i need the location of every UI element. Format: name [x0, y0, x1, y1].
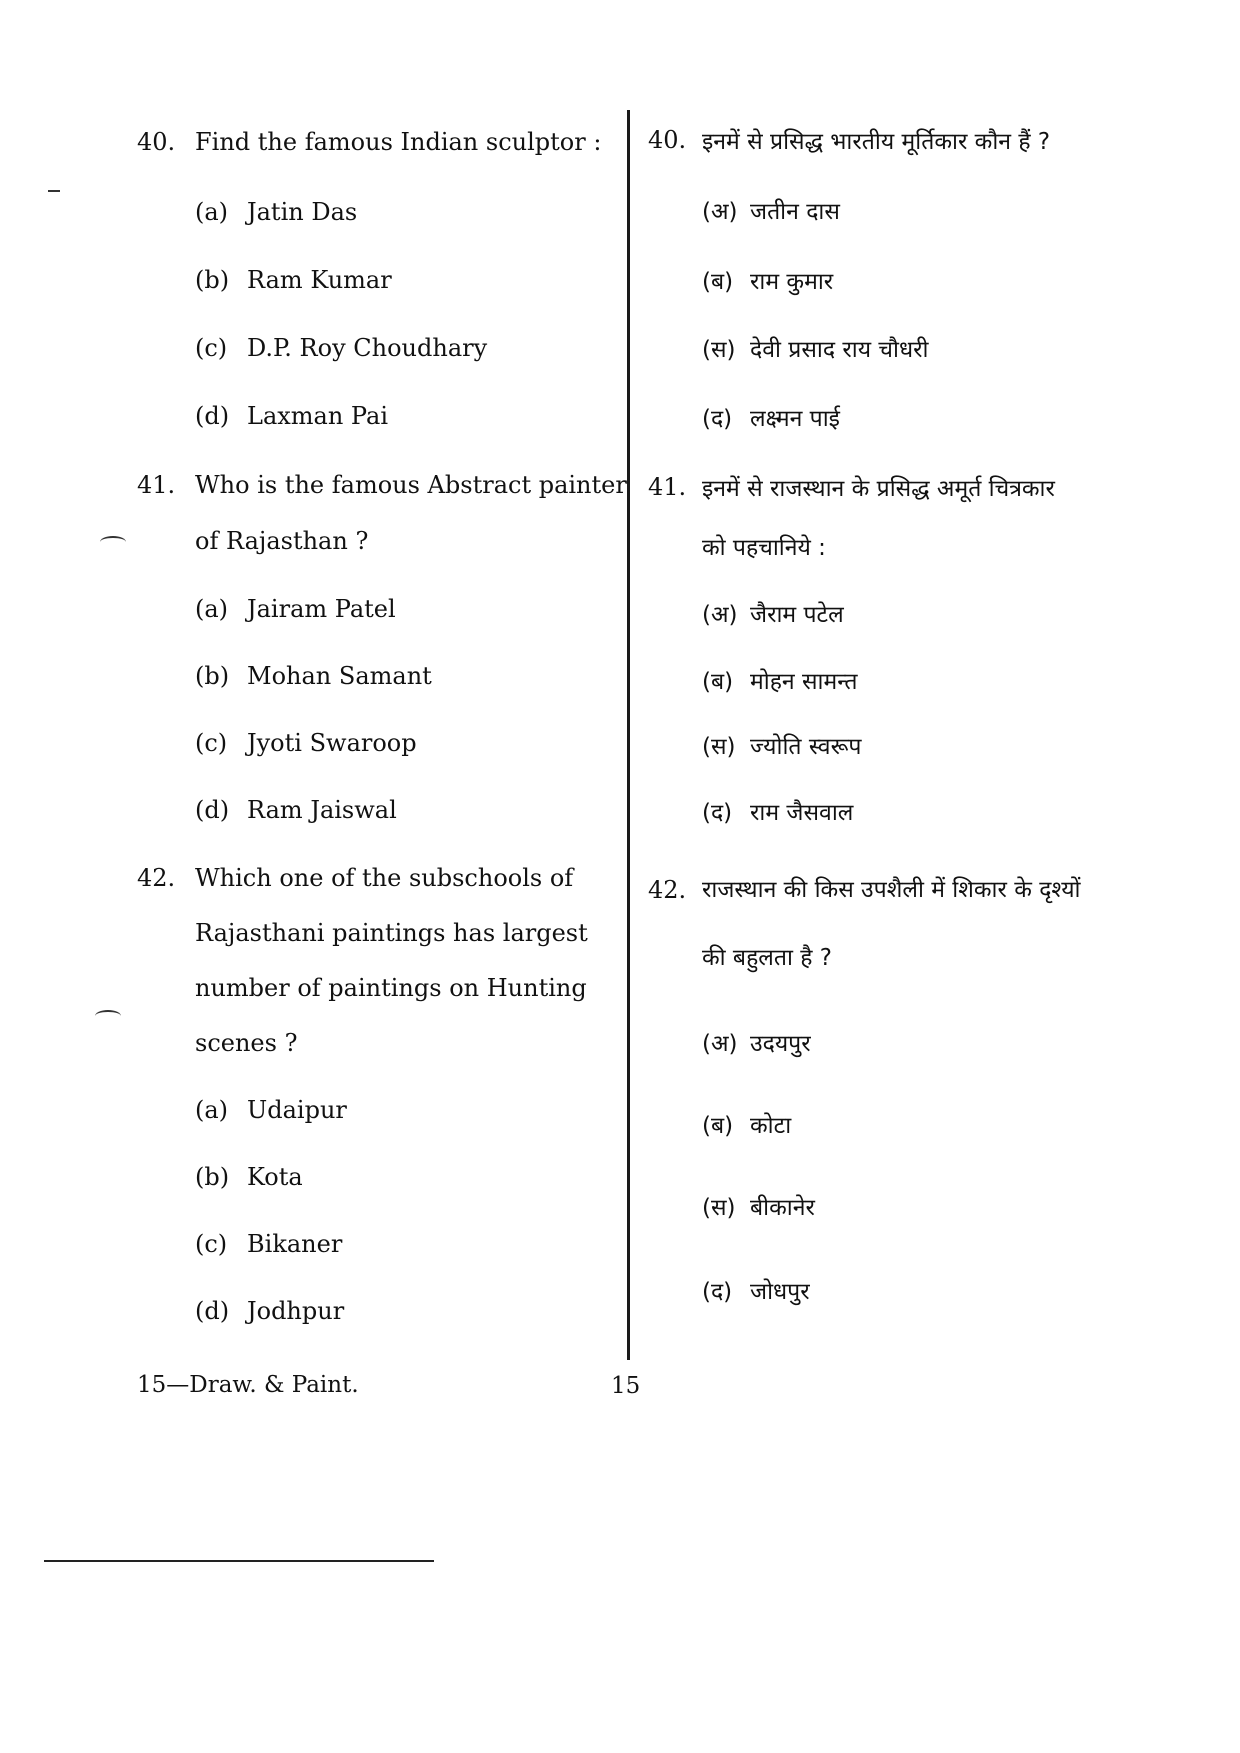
option-d: (द) जोधपुर	[702, 1279, 810, 1305]
question-text: number of paintings on Hunting	[195, 974, 587, 1002]
scan-mark	[95, 1010, 121, 1022]
option-b: (ब) कोटा	[702, 1113, 792, 1139]
question-text: Find the famous Indian sculptor :	[195, 128, 602, 156]
paper-code: 15—Draw. & Paint.	[137, 1372, 359, 1398]
option-b: (b) Mohan Samant	[195, 662, 432, 690]
question-number: 40.	[648, 126, 687, 154]
scan-mark	[48, 190, 60, 192]
page-number: 15	[611, 1373, 641, 1399]
option-d: (द) राम जैसवाल	[702, 800, 854, 826]
bottom-rule	[44, 1560, 434, 1562]
option-b: (ब) राम कुमार	[702, 269, 834, 295]
column-divider	[627, 110, 630, 1360]
option-a: (अ) जतीन दास	[702, 199, 840, 225]
option-d: (d) Ram Jaiswal	[195, 796, 397, 824]
option-a: (a) Jairam Patel	[195, 595, 396, 623]
question-text: Rajasthani paintings has largest	[195, 919, 588, 947]
option-a: (a) Jatin Das	[195, 198, 358, 226]
question-text: राजस्थान की किस उपशैली में शिकार के दृश्यों	[702, 877, 1081, 903]
option-a: (a) Udaipur	[195, 1096, 347, 1124]
question-text: of Rajasthan ?	[195, 527, 369, 555]
question-text: को पहचानिये :	[702, 535, 826, 561]
option-d: (d) Jodhpur	[195, 1297, 345, 1325]
question-number: 41.	[137, 471, 176, 499]
option-c: (c) Jyoti Swaroop	[195, 729, 417, 757]
option-b: (b) Kota	[195, 1163, 303, 1191]
option-d: (d) Laxman Pai	[195, 402, 388, 430]
question-text: इनमें से राजस्थान के प्रसिद्ध अमूर्त चित्रकार	[702, 476, 1055, 502]
question-text: scenes ?	[195, 1029, 298, 1057]
question-text: इनमें से प्रसिद्ध भारतीय मूर्तिकार कौन हैं ?	[702, 129, 1051, 155]
question-number: 42.	[137, 864, 176, 892]
option-c: (स) देवी प्रसाद राय चौधरी	[702, 337, 929, 363]
option-b: (b) Ram Kumar	[195, 266, 392, 294]
option-b: (ब) मोहन सामन्त	[702, 669, 858, 695]
option-a: (अ) उदयपुर	[702, 1031, 811, 1057]
question-text: की बहुलता है ?	[702, 945, 832, 971]
question-text: Who is the famous Abstract painter	[195, 471, 627, 499]
option-c: (c) D.P. Roy Choudhary	[195, 334, 488, 362]
option-d: (द) लक्ष्मन पाई	[702, 406, 840, 432]
question-number: 41.	[648, 473, 687, 501]
question-text: Which one of the subschools of	[195, 864, 574, 892]
option-a: (अ) जैराम पटेल	[702, 602, 844, 628]
question-number: 42.	[648, 876, 687, 904]
question-number: 40.	[137, 128, 176, 156]
option-c: (स) ज्योति स्वरूप	[702, 734, 862, 760]
option-c: (c) Bikaner	[195, 1230, 343, 1258]
scan-mark	[100, 536, 126, 548]
option-c: (स) बीकानेर	[702, 1195, 815, 1221]
